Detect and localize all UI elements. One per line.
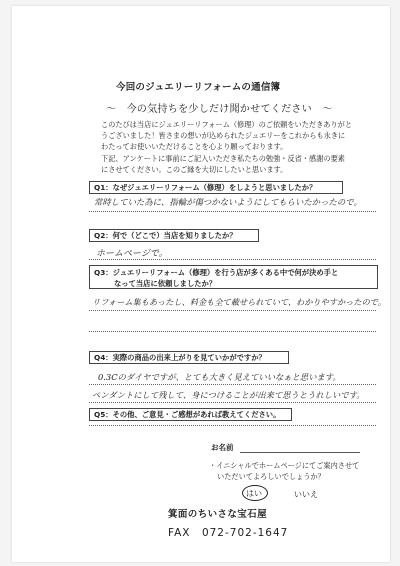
- name-label: お名前: [211, 443, 234, 452]
- answer-line: [89, 211, 376, 212]
- answer-1-handwriting: 常時していた為に、指輪が傷つかないようにしてもらいたかったので。: [94, 197, 362, 207]
- fax-number: FAX 072-702-1647: [168, 527, 289, 539]
- answer-line: [89, 384, 376, 385]
- answer-line: [89, 425, 376, 426]
- answer-line: [89, 331, 376, 332]
- answer-line: [89, 402, 376, 403]
- question-2-label: Q2：何で（どこで）当店を知りましたか？: [89, 229, 259, 242]
- initial-question-line: いただいてよろしいでしょうか？: [217, 472, 325, 481]
- no-option: いいえ: [294, 490, 318, 499]
- answer-4-handwriting-line1: 0.3Cのダイヤですが、とても大きく見えていいなぁと思います。: [98, 372, 341, 382]
- question-1-label: Q1：なぜジュエリーリフォーム（修理）をしようと思いましたか？: [89, 181, 343, 194]
- question-3-line: Q3：ジュエリーリフォーム（修理）を行う店が多くある中で何が決め手と: [94, 268, 339, 277]
- question-5-label: Q5：その他、ご意見・ご感想があれば教えてください。: [89, 408, 292, 421]
- intro-line: にさせてください。このご縁を大切にしたいと思います。: [101, 164, 288, 174]
- yes-option: [246, 488, 262, 499]
- question-3-line: なって当店に依頼しましたか？: [114, 279, 217, 288]
- yes-label: はい: [246, 489, 262, 498]
- question-4-label: Q4：実際の商品の出来上がりを見ていかがですか？: [89, 351, 289, 364]
- questionnaire-sheet: [12, 6, 390, 562]
- intro-line: わたってお使いいただけることを心より願っております。: [101, 142, 288, 152]
- answer-line: [89, 310, 376, 311]
- intro-line: このたびは当店にジュエリーリフォーム（修理）のご依頼をいただきありがと: [101, 120, 353, 129]
- answer-line: [89, 259, 376, 260]
- name-field-line: [240, 452, 360, 453]
- answer-4-handwriting-line2: ペンダントにして残して、身につけることが出来て思うとうれしいです。: [92, 390, 365, 400]
- answer-3-handwriting: リフォーム集もあったし、料金も全て載せられていて、わかりやすかったので。: [92, 297, 386, 307]
- page-title: 今回のジュエリーリフォームの通信簿: [116, 82, 281, 93]
- page-subtitle: ～ 今の気持ちを少しだけ聞かせてください ～: [106, 104, 333, 115]
- selection-circle: [242, 485, 268, 501]
- intro-paragraph: [101, 119, 400, 175]
- initial-question-line: ・イニシャルでホームページにてご案内させて: [209, 461, 360, 470]
- answer-2-handwriting: ホームページで。: [96, 249, 168, 259]
- initial-permission-question: [209, 460, 360, 482]
- intro-line: うございました！皆さまの想いが込められたジュエリーをこれからも永きに: [101, 131, 346, 141]
- question-3-label: [89, 265, 378, 289]
- shop-name: 箕面のちいさな宝石屋: [168, 509, 268, 520]
- intro-line: 下記、アンケートに事前にご記入いただき私たちの勉強・反省・感謝の要素: [101, 153, 345, 163]
